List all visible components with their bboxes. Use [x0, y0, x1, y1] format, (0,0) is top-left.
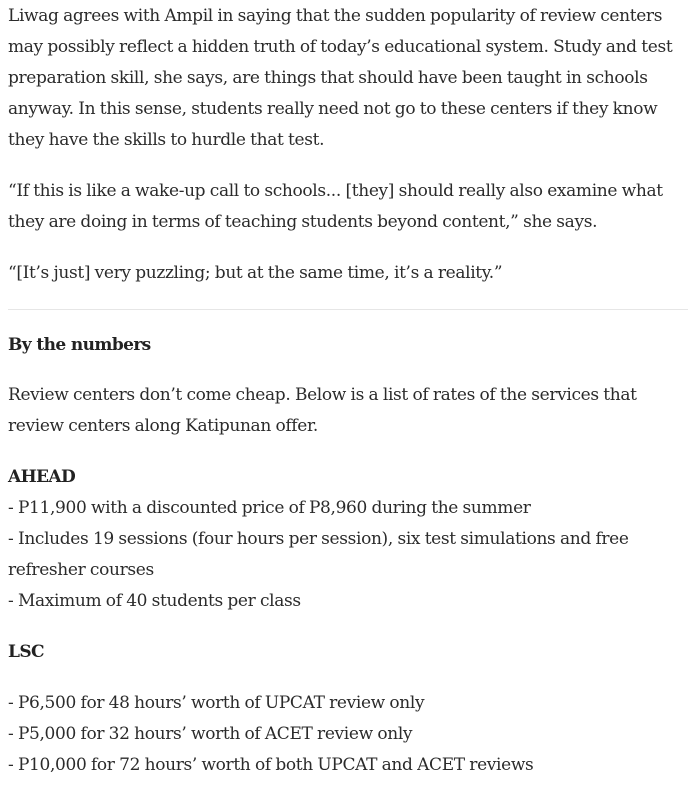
review-center-name-ahead: AHEAD [8, 467, 76, 487]
list-item: - P5,000 for 32 hours’ worth of ACET review only [8, 724, 413, 744]
article-body [8, 0, 686, 781]
lsc-block [8, 637, 686, 781]
paragraph-liwag-agrees: Liwag agrees with Ampil in saying that the sudden popularity of review centers may possibly reflect a hidden truth of today’s educational system. Study and test preparation skill, she says, are things that should have been taught in schools anyway. In this sense, students really need not go to these centers if they know they have the skills to hurdle that test. [8, 6, 673, 150]
paragraph-wake-up-call-quote: “If this is like a wake-up call to schools... [they] should really also examine what they are doing in terms of teaching students beyond content,” she says. [8, 181, 663, 232]
list-item: - Includes 19 sessions (four hours per session), six test simulations and free refresher courses [8, 529, 629, 580]
review-center-name-lsc: LSC [8, 642, 44, 662]
list-item: - P6,500 for 48 hours’ worth of UPCAT review only [8, 693, 425, 713]
list-item: - P10,000 for 72 hours’ worth of both UPCAT and ACET reviews [8, 755, 534, 775]
section-heading-by-the-numbers: By the numbers [8, 335, 151, 355]
ahead-block [8, 462, 686, 617]
section-divider [8, 309, 688, 310]
paragraph-puzzling-quote: “[It’s just] very puzzling; but at the same time, it’s a reality.” [8, 263, 503, 283]
paragraph-review-centers-cost: Review centers don’t come cheap. Below is a list of rates of the services that review centers along Katipunan offer. [8, 385, 637, 436]
list-item: - Maximum of 40 students per class [8, 591, 301, 611]
list-item: - P11,900 with a discounted price of P8,960 during the summer [8, 498, 531, 518]
